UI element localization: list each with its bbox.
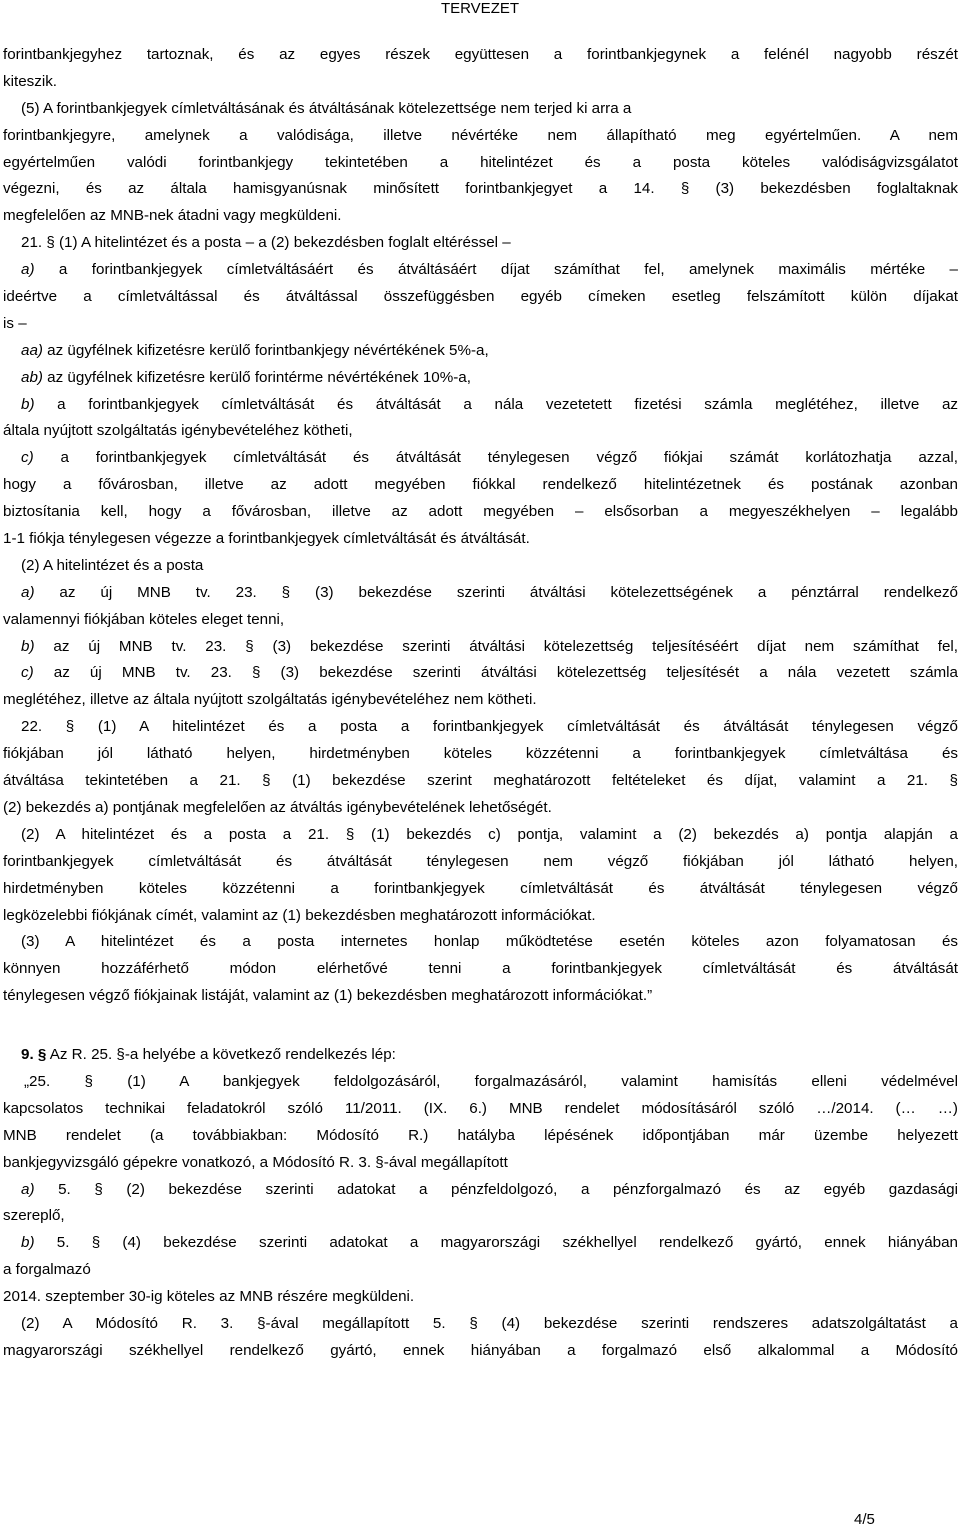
point-marker: c)	[21, 664, 34, 682]
point-marker: c)	[21, 449, 34, 467]
text-span: 5. § (4) bekezdése szerinti adatokat a magyarországi székhellyel rendelkező gyártó, ennek hiányában	[34, 1234, 958, 1252]
text-line: (2) bekezdés a) pontjának megfelelően az átváltás igénybevételének lehetőségét.	[3, 798, 552, 816]
point-marker: ab)	[21, 368, 43, 386]
text-line: hogy a fővárosban, illetve az adott megyében fiókkal rendelkező hitelintézetnek és postának azonban	[3, 476, 958, 494]
text-line	[3, 445, 958, 472]
text-line: MNB rendelet (a továbbiakban: Módosító R.) hatályba lépésének időpontjában már üzembe helyezett	[3, 1126, 958, 1144]
text-line: kiteszik.	[3, 72, 58, 90]
draft-header: TERVEZET	[440, 0, 520, 17]
text-line: általa nyújtott szolgáltatás igénybevételéhez kötheti,	[3, 422, 353, 440]
text-line: (2) A hitelintézet és a posta	[21, 556, 204, 574]
text-line: (2) A Módosító R. 3. §-ával megállapított 5. § (4) bekezdése szerinti rendszeres adatszolgáltatást a	[21, 1314, 958, 1332]
text-span: az új MNB tv. 23. § (3) bekezdése szerinti átváltási kötelezettség teljesítéséért díjat nem számíthat fel,	[34, 637, 958, 655]
text-line: fiókjában jól látható helyen, hirdetményben köteles közzétenni a forintbankjegyek címletváltása és	[3, 745, 958, 763]
point-marker: aa)	[21, 341, 43, 359]
text-line: végezni, és az általa hamisgyanúsnak minősített forintbankjegyet a 14. § (3) bekezdésben foglaltaknak	[3, 180, 958, 198]
section-9-heading	[3, 1042, 958, 1069]
text-line: forintbankjegyek címletváltását és átváltását ténylegesen nem végző fiókjában jól látható helyen,	[3, 852, 958, 870]
text-line: 1-1 fiókja ténylegesen végezze a forintbankjegyek címletváltását és átváltását.	[3, 530, 530, 548]
point-marker: b)	[21, 637, 35, 655]
text-line	[3, 1230, 958, 1257]
point-marker: b)	[21, 395, 35, 413]
text-span: az ügyfélnek kifizetésre kerülő forintérme névértékének 10%-a,	[42, 368, 471, 386]
text-line: kapcsolatos technikai feladatokról szóló 11/2011. (IX. 6.) MNB rendelet módosításáról szóló …/2014. (… …)	[3, 1099, 958, 1117]
section-21-heading: 21. § (1) A hitelintézet és a posta – a (2) bekezdésben foglalt eltéréssel –	[21, 234, 511, 252]
page-number: 4/5	[854, 1511, 875, 1528]
text-line: átváltása tekintetében a 21. § (1) bekezdése szerint meghatározott feltételeket és díjat, valamint a 21. §	[3, 772, 958, 790]
text-span: a forintbankjegyek címletváltását és átváltását a nála vezetetett fizetési számla meglétéhez, illetve az	[34, 395, 958, 413]
text-line: valamennyi fiókjában köteles eleget tenni,	[3, 610, 285, 628]
text-line	[3, 257, 958, 284]
document-body	[3, 42, 958, 1365]
text-line: a forgalmazó	[3, 1261, 91, 1279]
text-line: könnyen hozzáférhető módon elérhetővé tenni a forintbankjegyek címletváltását és átváltását	[3, 960, 958, 978]
text-line: meglétéhez, illetve az általa nyújtott szolgáltatás igénybevételéhez nem kötheti.	[3, 691, 537, 709]
text-line: (5) A forintbankjegyek címletváltásának és átváltásának kötelezettsége nem terjed ki arra a	[21, 99, 632, 117]
text-line: ténylegesen végző fiókjainak listáját, valamint az (1) bekezdésben meghatározott információkat.”	[3, 987, 653, 1005]
text-line: magyarországi székhellyel rendelkező gyártó, ennek hiányában a forgalmazó első alkalommal a Módosító	[3, 1341, 958, 1359]
text-line: egyértelműen valódi forintbankjegy tekintetében a hitelintézet és a posta köteles valódiságvizsgálatot	[3, 153, 958, 171]
section-22-heading: 22. § (1) A hitelintézet és a posta a forintbankjegyek címletváltását és átváltását ténylegesen végző	[21, 718, 958, 736]
text-line: legközelebbi fiókjának címét, valamint az (1) bekezdésben meghatározott információkat.	[3, 906, 596, 924]
text-line: biztosítania kell, hogy a fővárosban, illetve az adott megyében – elsősorban a megyeszékhelyen – legalább	[3, 503, 958, 521]
text-span: az új MNB tv. 23. § (3) bekezdése szerinti átváltási kötelezettségének a pénztárral rendelkező	[34, 583, 958, 601]
text-line: (2) A hitelintézet és a posta a 21. § (1) bekezdés c) pontja, valamint a (2) bekezdés a) pontja alapján a	[21, 825, 958, 843]
text-line: (3) A hitelintézet és a posta internetes honlap működtetése esetén köteles azon folyamatosan és	[21, 933, 958, 951]
text-line: megfelelően az MNB-nek átadni vagy megküldeni.	[3, 207, 342, 225]
text-line	[3, 365, 958, 392]
point-marker: b)	[21, 1234, 35, 1252]
text-line: forintbankjegyhez tartoznak, és az egyes részek együttesen a forintbankjegynek a felénél nagyobb részét	[3, 46, 958, 63]
text-line: forintbankjegyre, amelynek a valódisága, illetve névértéke nem állapítható meg egyértelműen. A nem	[3, 126, 958, 144]
text-line: „25. § (1) A bankjegyek feldolgozásáról, forgalmazásáról, valamint hamisítás elleni védelmével	[24, 1072, 958, 1090]
point-marker: a)	[21, 1180, 35, 1198]
text-line	[3, 392, 958, 419]
paragraph-gap	[3, 1010, 958, 1042]
text-line: hirdetményben köteles közzétenni a forintbankjegyek címletváltását és átváltását ténylegesen végző	[3, 879, 958, 897]
text-line	[3, 660, 958, 687]
text-line: szereplő,	[3, 1207, 65, 1225]
text-span: a forintbankjegyek címletváltásáért és átváltásáért díjat számíthat fel, amelynek maximális mértéke –	[34, 261, 958, 279]
text-line	[3, 634, 958, 661]
text-span: az új MNB tv. 23. § (3) bekezdése szerinti átváltási kötelezettség teljesítését a nála vezetett számla	[33, 664, 958, 682]
text-line	[3, 338, 958, 365]
text-span: az ügyfélnek kifizetésre kerülő forintbankjegy névértékének 5%-a,	[42, 341, 489, 359]
text-line: bankjegyvizsgáló gépekre vonatkozó, a Módosító R. 3. §-ával megállapított	[3, 1153, 508, 1171]
text-line: is –	[3, 314, 27, 332]
section-number: 9. §	[21, 1046, 47, 1064]
point-marker: a)	[21, 261, 35, 279]
text-line: 2014. szeptember 30-ig köteles az MNB részére megküldeni.	[3, 1288, 415, 1306]
text-span: 5. § (2) bekezdése szerinti adatokat a pénzfeldolgozó, a pénzforgalmazó és az egyéb gazdasági	[34, 1180, 958, 1198]
text-line	[3, 1177, 958, 1204]
text-line	[3, 580, 958, 607]
text-line: ideértve a címletváltással és átváltással összefüggésben egyéb címeken esetleg felszámított külön díjakat	[3, 288, 958, 306]
text-span: Az R. 25. §-a helyébe a következő rendelkezés lép:	[46, 1046, 396, 1064]
text-span: a forintbankjegyek címletváltását és átváltását ténylegesen végző fiókjai számát korlátozhatja azzal,	[33, 449, 958, 467]
point-marker: a)	[21, 583, 35, 601]
